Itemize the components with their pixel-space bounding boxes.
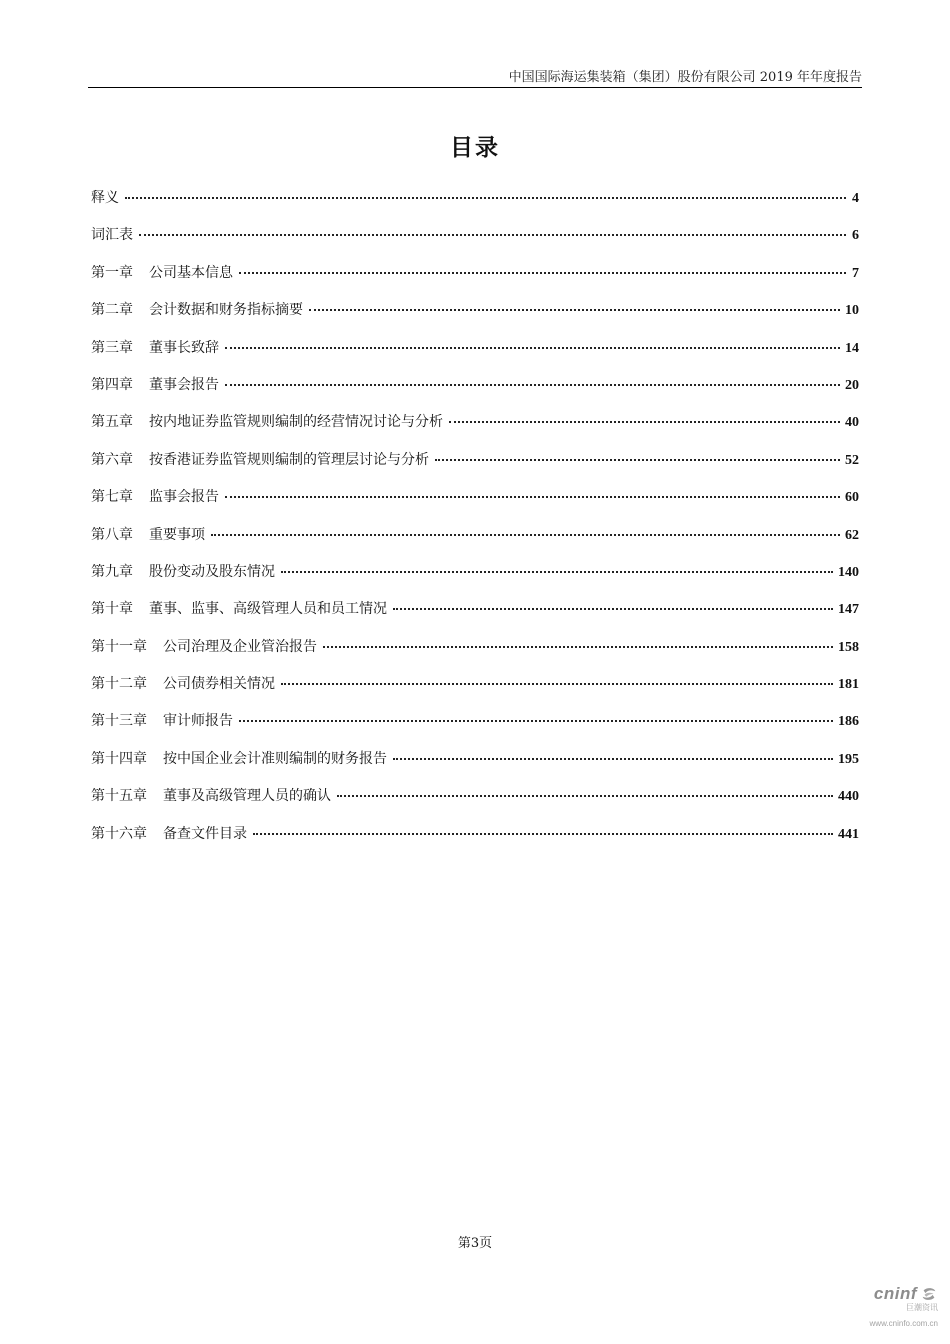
toc-chapter-number: 第十章: [91, 601, 133, 618]
toc-dot-leader: [225, 495, 840, 498]
toc-dot-leader: [253, 832, 833, 835]
toc-entry-label: 释义: [91, 190, 119, 206]
toc-chapter-number: 第九章: [91, 563, 133, 580]
toc-entry[interactable]: [91, 748, 859, 785]
toc-entry-label: 审计师报告: [163, 713, 233, 730]
toc-entry-label: 按内地证券监管规则编制的经营情况讨论与分析: [149, 414, 443, 431]
toc-page-number: 4: [852, 191, 859, 206]
toc-entry-label: 按中国企业会计准则编制的财务报告: [163, 750, 387, 767]
toc-page-number: 20: [845, 377, 859, 393]
toc-dot-leader: [393, 607, 833, 610]
toc-entry[interactable]: [91, 449, 859, 486]
toc-entry-label: 董事会报告: [149, 376, 219, 393]
toc-entry-label: 董事长致辞: [149, 339, 219, 356]
toc-page-number: 195: [838, 751, 859, 767]
toc-entry-label: 公司债券相关情况: [163, 676, 275, 693]
toc-page-number: 181: [838, 677, 859, 693]
toc-dot-leader: [449, 420, 840, 423]
toc-page-number: 186: [838, 714, 859, 730]
toc-entry-label: 股份变动及股东情况: [149, 563, 275, 580]
table-of-contents: [91, 187, 859, 860]
toc-entry-label: 公司治理及企业管治报告: [163, 638, 317, 655]
header-divider: [88, 87, 862, 88]
toc-chapter-number: 第十五章: [91, 788, 147, 805]
watermark-logo: [848, 1284, 938, 1304]
toc-entry-label: 会计数据和财务指标摘要: [149, 302, 303, 319]
toc-chapter-number: 第十四章: [91, 750, 147, 767]
toc-page-number: 14: [845, 340, 859, 356]
toc-page-number: 10: [845, 303, 859, 319]
toc-page-number: 441: [838, 826, 859, 842]
toc-page-number: 6: [852, 228, 859, 244]
watermark-url: www.cninfo.com.cn: [869, 1319, 938, 1328]
toc-page-number: 62: [845, 527, 859, 543]
toc-chapter-number: 第五章: [91, 414, 133, 431]
toc-chapter-number: 第七章: [91, 489, 133, 506]
toc-entry[interactable]: [91, 524, 859, 561]
toc-dot-leader: [281, 682, 833, 685]
toc-dot-leader: [239, 719, 833, 722]
toc-entry[interactable]: [91, 411, 859, 448]
toc-chapter-number: 第十六章: [91, 825, 147, 842]
toc-dot-leader: [309, 308, 840, 311]
toc-chapter-number: 第六章: [91, 451, 133, 468]
toc-dot-leader: [435, 458, 840, 461]
toc-entry-label: 重要事项: [149, 526, 205, 543]
toc-chapter-number: 第十三章: [91, 713, 147, 730]
toc-entry[interactable]: [91, 262, 859, 299]
toc-dot-leader: [393, 757, 833, 760]
toc-entry-label: 备查文件目录: [163, 825, 247, 842]
toc-page-number: 440: [838, 789, 859, 805]
toc-entry[interactable]: [91, 785, 859, 822]
toc-entry[interactable]: [91, 337, 859, 374]
toc-page-number: 147: [838, 602, 859, 618]
toc-dot-leader: [225, 383, 840, 386]
toc-dot-leader: [211, 533, 840, 536]
toc-entry[interactable]: [91, 636, 859, 673]
toc-title: 目录: [450, 135, 500, 161]
toc-entry-label: 公司基本信息: [149, 264, 233, 281]
toc-page-number: 140: [838, 564, 859, 580]
toc-dot-leader: [323, 645, 833, 648]
toc-page-number: 158: [838, 639, 859, 655]
cninfo-swirl-icon: [920, 1285, 938, 1303]
toc-entry[interactable]: [91, 823, 859, 860]
toc-dot-leader: [337, 794, 833, 797]
toc-entry-label: 监事会报告: [149, 489, 219, 506]
toc-entry[interactable]: [91, 224, 859, 261]
toc-entry[interactable]: [91, 486, 859, 523]
toc-entry-label: 按香港证券监管规则编制的管理层讨论与分析: [149, 451, 429, 468]
toc-dot-leader: [281, 570, 833, 573]
watermark-brand: cninf: [873, 1284, 917, 1303]
watermark-subtitle: 巨潮资讯: [906, 1303, 938, 1312]
toc-chapter-number: 第十一章: [91, 638, 147, 655]
toc-page-number: 60: [845, 490, 859, 506]
toc-chapter-number: 第四章: [91, 376, 133, 393]
toc-entry-label: 董事、监事、高级管理人员和员工情况: [149, 601, 387, 618]
toc-entry[interactable]: [91, 299, 859, 336]
toc-entry-label: 董事及高级管理人员的确认: [163, 788, 331, 805]
toc-entry-label: 词汇表: [91, 227, 133, 244]
toc-dot-leader: [125, 196, 846, 199]
toc-dot-leader: [239, 271, 846, 274]
toc-page-number: 7: [852, 265, 859, 281]
page-number: 第3页: [457, 1236, 493, 1251]
toc-chapter-number: 第八章: [91, 526, 133, 543]
toc-page-number: 52: [845, 452, 859, 468]
toc-entry[interactable]: [91, 710, 859, 747]
toc-entry[interactable]: [91, 561, 859, 598]
toc-entry[interactable]: [91, 673, 859, 710]
toc-dot-leader: [139, 233, 846, 236]
toc-chapter-number: 第二章: [91, 302, 133, 319]
toc-chapter-number: 第三章: [91, 339, 133, 356]
toc-chapter-number: 第十二章: [91, 676, 147, 693]
toc-entry[interactable]: [91, 374, 859, 411]
report-header: 中国国际海运集装箱（集团）股份有限公司 2019 年年度报告: [508, 70, 862, 85]
toc-chapter-number: 第一章: [91, 264, 133, 281]
toc-entry[interactable]: [91, 187, 859, 224]
toc-entry[interactable]: [91, 598, 859, 635]
toc-dot-leader: [225, 346, 840, 349]
toc-page-number: 40: [845, 415, 859, 431]
cninfo-watermark: [848, 1284, 938, 1328]
